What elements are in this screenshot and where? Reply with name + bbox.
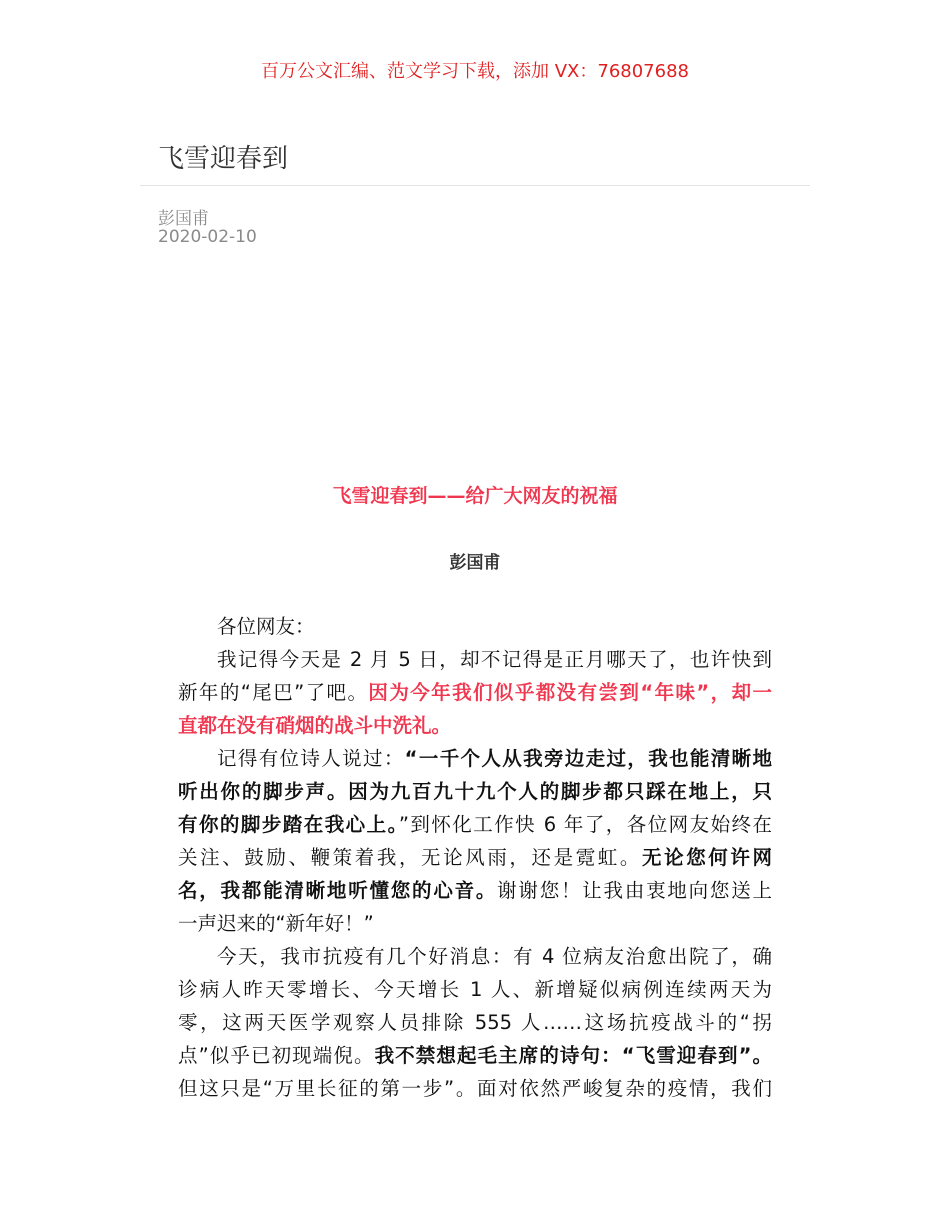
text-line (178, 676, 772, 709)
text-segment: ”到怀化工作快 6 年了，各位网友始终在 (398, 813, 772, 836)
text-line (178, 1072, 772, 1105)
text-line (178, 1039, 772, 1072)
page-title: 飞雪迎春到 (158, 144, 289, 174)
text-segment: 谢谢您！让我由衷地向您送上 (497, 879, 772, 902)
text-line (178, 940, 772, 973)
text-line (178, 874, 772, 907)
doc-date: 2020-02-10 (158, 227, 257, 247)
text-line (178, 973, 772, 1006)
highlighted-text: 因为今年我们似乎都没有尝到“年味”，却一 (368, 681, 772, 704)
article-title: 飞雪迎春到——给广大网友的祝福 (332, 485, 618, 507)
text-line (178, 742, 772, 775)
text-segment: 关注、鼓励、鞭策着我，无论风雨，还是霓虹。 (178, 846, 642, 869)
bold-text: 有你的脚步踏在我心上。 (178, 813, 399, 836)
bold-text: 听出你的脚步声。因为九百九十九个人的脚步都只踩在地上，只 (178, 780, 772, 803)
text-segment: 记得有位诗人说过： (217, 747, 405, 770)
text-segment: 诊病人昨天零增长、今天增长 1 人、新增疑似病例连续两天为 (178, 978, 772, 1001)
download-banner: 百万公文汇编、范文学习下载，添加 VX：76807688 (261, 61, 689, 82)
bold-text: 无论您何许网 (642, 846, 772, 869)
text-line (178, 709, 772, 742)
text-segment: 但这只是“万里长征的第一步”。面对依然严峻复杂的疫情，我们 (178, 1077, 772, 1100)
text-line (178, 841, 772, 874)
bold-text: “一千个人从我旁边走过，我也能清晰地 (404, 747, 772, 770)
doc-author: 彭国甫 (158, 209, 209, 229)
text-segment: 零，这两天医学观察人员排除 555 人……这场抗疫战斗的“拐 (178, 1011, 772, 1034)
text-line (178, 775, 772, 808)
article-author: 彭国甫 (449, 553, 501, 573)
bold-text: 名，我都能清晰地听懂您的心音。 (178, 879, 498, 902)
text-segment: 今天，我市抗疫有几个好消息：有 4 位病友治愈出院了，确 (217, 945, 772, 968)
text-segment: 我记得今天是 2 月 5 日，却不记得是正月哪天了，也许快到 (217, 648, 772, 671)
text-segment: 点”似乎已初现端倪。 (178, 1044, 375, 1067)
text-line (178, 1006, 772, 1039)
text-line (178, 808, 772, 841)
text-segment: 新年的“尾巴”了吧。 (178, 681, 369, 704)
highlighted-text: 直都在没有硝烟的战斗中洗礼。 (178, 714, 452, 737)
title-divider (140, 185, 810, 186)
text-line (178, 907, 772, 940)
text-line (178, 643, 772, 676)
text-segment: 一声迟来的“新年好！” (178, 912, 374, 935)
text-segment: 各位网友： (217, 615, 315, 638)
article-body (178, 610, 772, 1105)
text-line (178, 610, 772, 643)
bold-text: 我不禁想起毛主席的诗句：“飞雪迎春到”。 (374, 1044, 772, 1067)
